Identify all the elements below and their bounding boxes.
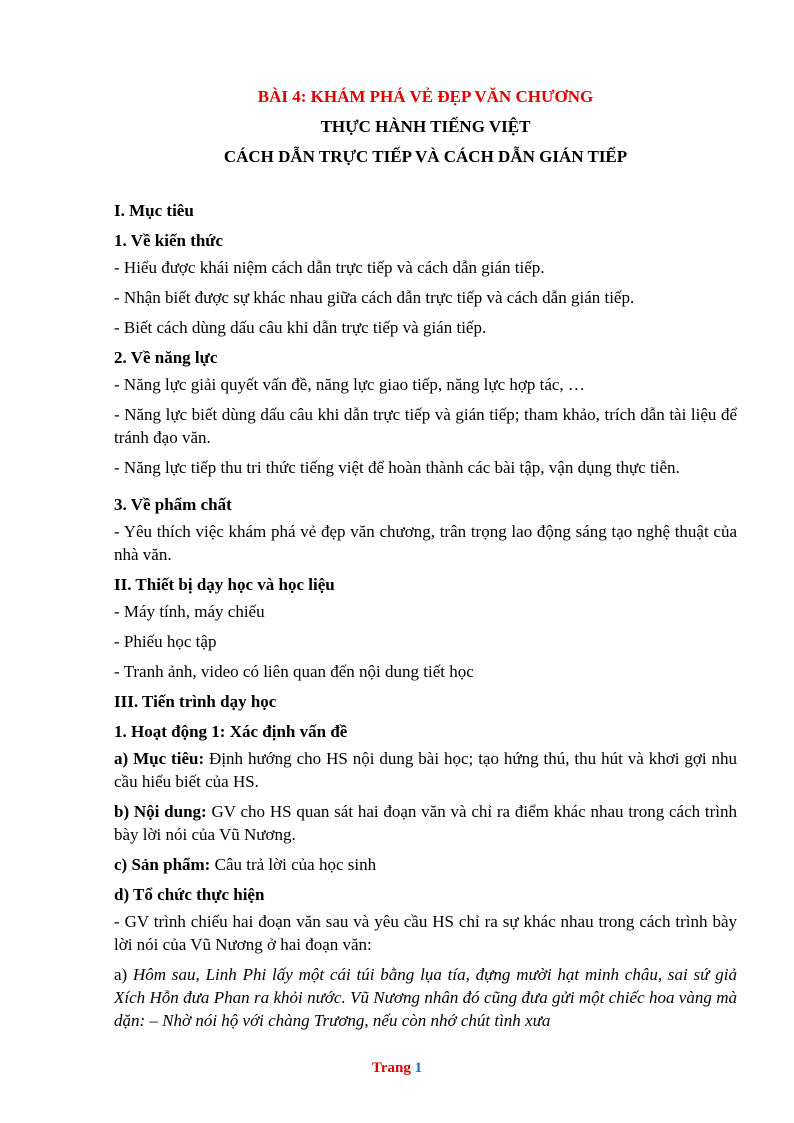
content-label: b) Nội dung: (114, 802, 207, 821)
objective-paragraph (114, 747, 737, 793)
list-item: - Năng lực giải quyết vấn đề, năng lực giao tiếp, năng lực hợp tác, … (114, 375, 585, 394)
quote-text: Hôm sau, Linh Phi lấy một cái túi bằng lụa tía, đựng mười hạt minh châu, sai sứ giả Xích Hỗn đưa Phan ra khỏi nước. Vũ Nương nhân đó cũng đưa gửi một chiếc hoa vàng mà dặn: – Nhờ nói hộ với chàng Trương, nếu còn nhớ chút tình xưa (114, 965, 737, 1030)
list-item: - Yêu thích việc khám phá vẻ đẹp văn chương, trân trọng lao động sáng tạo nghệ thuật của nhà văn. (114, 522, 737, 564)
product-label: c) Sản phẩm: (114, 855, 211, 874)
list-item: - Hiểu được khái niệm cách dẫn trực tiếp và cách dẫn gián tiếp. (114, 258, 545, 277)
document-page (114, 82, 737, 1039)
objective-label: a) Mục tiêu: (114, 749, 205, 768)
section-heading-objectives: I. Mục tiêu (114, 201, 194, 220)
product-text: Câu trả lời của học sinh (210, 855, 377, 874)
activity-heading: 1. Hoạt động 1: Xác định vấn đề (114, 722, 348, 741)
content-paragraph (114, 800, 737, 846)
content-text: GV cho HS quan sát hai đoạn văn và chỉ ra điểm khác nhau trong cách trình bày lời nói của Vũ Nương. (114, 802, 738, 844)
list-item: - Năng lực tiếp thu tri thức tiếng việt để hoàn thành các bài tập, vận dụng thực tiễn. (114, 458, 680, 477)
organization-paragraph: - GV trình chiếu hai đoạn văn sau và yêu cầu HS chỉ ra sự khác nhau trong cách trình bày lời nói của Vũ Nương ở hai đoạn văn: (114, 912, 737, 954)
organization-heading: d) Tổ chức thực hiện (114, 885, 265, 904)
list-item: - Máy tính, máy chiếu (114, 602, 265, 621)
quote-paragraph (114, 963, 737, 1032)
quote-prefix: a) (114, 965, 134, 984)
page-label: Trang (371, 1060, 411, 1076)
list-item: - Nhận biết được sự khác nhau giữa cách dẫn trực tiếp và cách dẫn gián tiếp. (114, 288, 635, 307)
page-footer (0, 1060, 794, 1077)
section-heading-equipment: II. Thiết bị dạy học và học liệu (114, 575, 335, 594)
product-paragraph (114, 853, 737, 876)
section-heading-process: III. Tiến trình dạy học (114, 692, 277, 711)
list-item: - Biết cách dùng dấu câu khi dẫn trực tiếp và gián tiếp. (114, 318, 487, 337)
objective-text: Định hướng cho HS nội dung bài học; tạo hứng thú, thu hút và khơi gợi nhu cầu hiểu biết của HS. (114, 749, 737, 791)
subheading-qualities: 3. Về phẩm chất (114, 495, 232, 514)
list-item: - Tranh ảnh, video có liên quan đến nội dung tiết học (114, 662, 474, 681)
subheading-competence: 2. Về năng lực (114, 348, 218, 367)
list-item: - Phiếu học tập (114, 632, 217, 651)
lesson-title: BÀI 4: KHÁM PHÁ VẺ ĐẸP VĂN CHƯƠNG (257, 87, 594, 106)
lesson-topic: CÁCH DẪN TRỰC TIẾP VÀ CÁCH DẪN GIÁN TIẾP (223, 147, 628, 166)
list-item: - Năng lực biết dùng dấu câu khi dẫn trực tiếp và gián tiếp; tham khảo, trích dẫn tài liệu để tránh đạo văn. (114, 405, 737, 447)
lesson-subtitle: THỰC HÀNH TIẾNG VIỆT (320, 117, 531, 136)
subheading-knowledge: 1. Về kiến thức (114, 231, 224, 250)
page-number: 1 (414, 1060, 423, 1076)
